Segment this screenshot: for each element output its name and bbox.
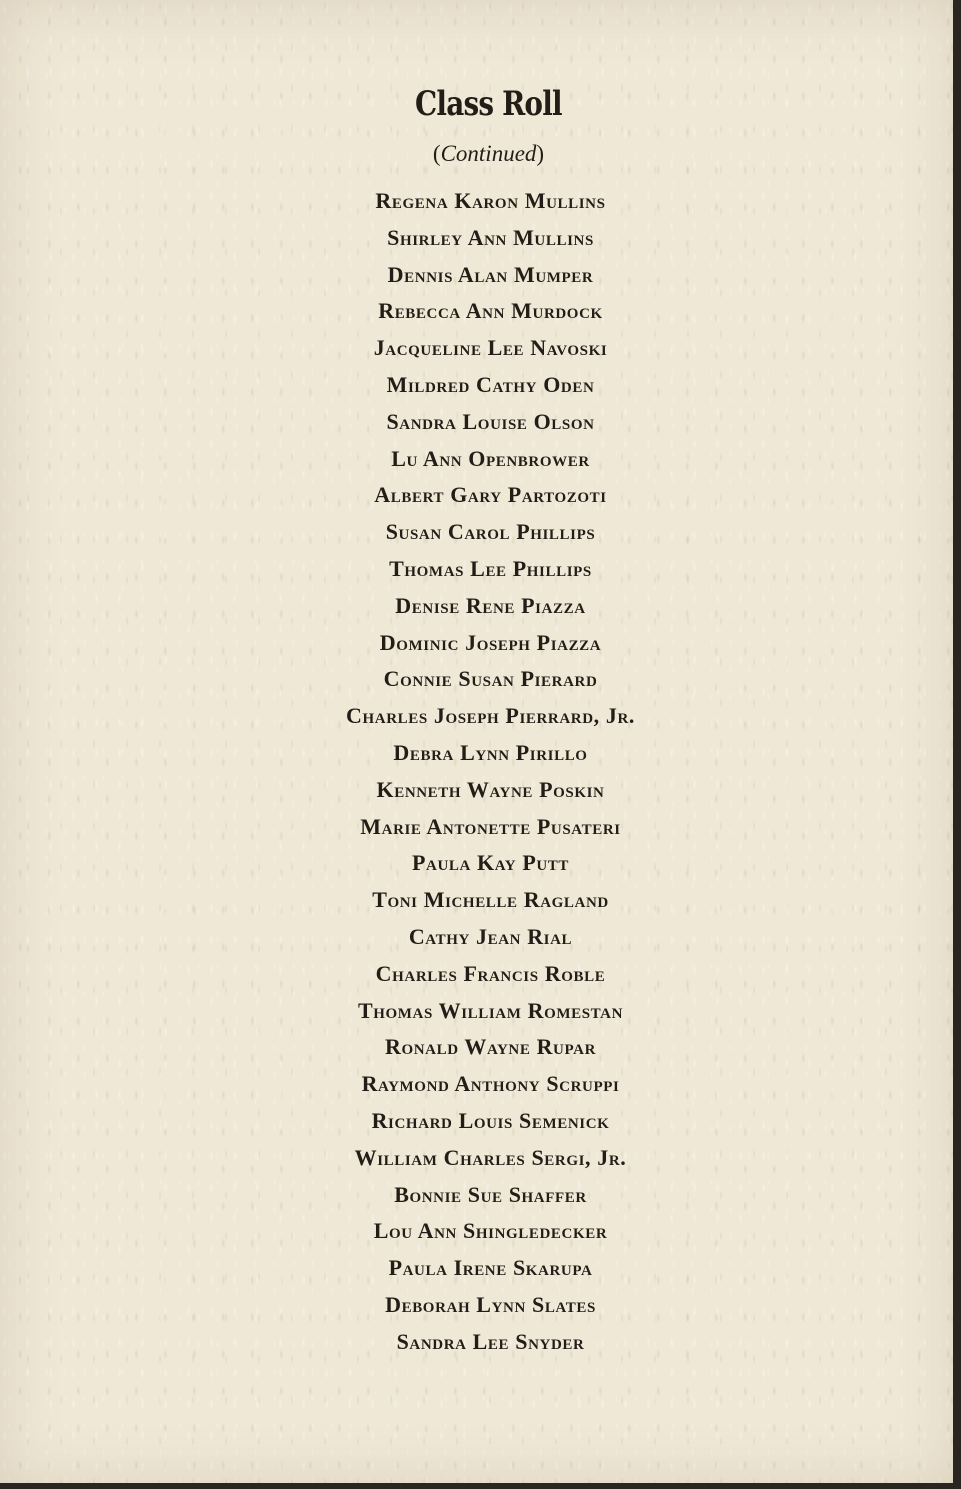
roll-name: William Charles Sergi, Jr. xyxy=(354,1144,627,1170)
roll-name: Raymond Anthony Scruppi xyxy=(361,1071,620,1097)
roll-name: Shirley Ann Mullins xyxy=(387,224,594,250)
page-edge-shadow-right xyxy=(953,0,957,1486)
roll-name: Cathy Jean Rial xyxy=(408,923,573,949)
roll-name: Charles Francis Roble xyxy=(375,960,606,986)
roll-name: Regena Karon Mullins xyxy=(375,188,606,213)
roll-name: Jacqueline Lee Navoski xyxy=(373,335,608,361)
page-subtitle xyxy=(0,141,957,167)
roll-name: Charles Joseph Pierrard, Jr. xyxy=(346,703,635,729)
roll-name: Rebecca Ann Murdock xyxy=(378,298,603,324)
roll-name: Sandra Lee Snyder xyxy=(396,1328,585,1354)
roll-name: Thomas William Romestan xyxy=(357,997,624,1023)
subtitle-close-paren: ) xyxy=(536,141,545,166)
roll-name: Debra Lynn Pirillo xyxy=(393,739,588,765)
roll-name: Dennis Alan Mumper xyxy=(387,261,594,287)
roll-name: Albert Gary Partozoti xyxy=(374,482,607,508)
roll-name: Richard Louis Semenick xyxy=(371,1107,610,1133)
roll-name: Bonnie Sue Shaffer xyxy=(394,1181,587,1207)
roll-name: Kenneth Wayne Poskin xyxy=(376,776,605,802)
roll-name: Mildred Cathy Oden xyxy=(386,371,595,397)
roll-name: Dominic Joseph Piazza xyxy=(379,629,602,655)
roll-name: Connie Susan Pierard xyxy=(383,666,598,692)
roll-name: Thomas Lee Phillips xyxy=(389,555,592,581)
page-title: Class Roll xyxy=(415,84,562,124)
roll-name: Marie Antonette Pusateri xyxy=(360,813,621,839)
roll-name: Susan Carol Phillips xyxy=(385,519,596,545)
roll-name: Sandra Louise Olson xyxy=(386,408,595,434)
roll-name: Deborah Lynn Slates xyxy=(385,1291,596,1317)
subtitle-open-paren: ( xyxy=(432,141,441,166)
roll-name: Denise Rene Piazza xyxy=(395,592,586,618)
roll-name: Lou Ann Shingledecker xyxy=(373,1218,608,1244)
roll-name: Paula Irene Skarupa xyxy=(388,1255,593,1281)
roll-name: Lu Ann Openbrower xyxy=(391,445,590,471)
roll-name: Paula Kay Putt xyxy=(411,850,570,876)
roll-name: Toni Michelle Ragland xyxy=(372,887,609,913)
roll-name: Ronald Wayne Rupar xyxy=(384,1034,597,1060)
class-roll-list xyxy=(0,183,957,1361)
subtitle-continued: Continued xyxy=(440,141,537,166)
page-edge-shadow-bottom xyxy=(0,1483,957,1486)
